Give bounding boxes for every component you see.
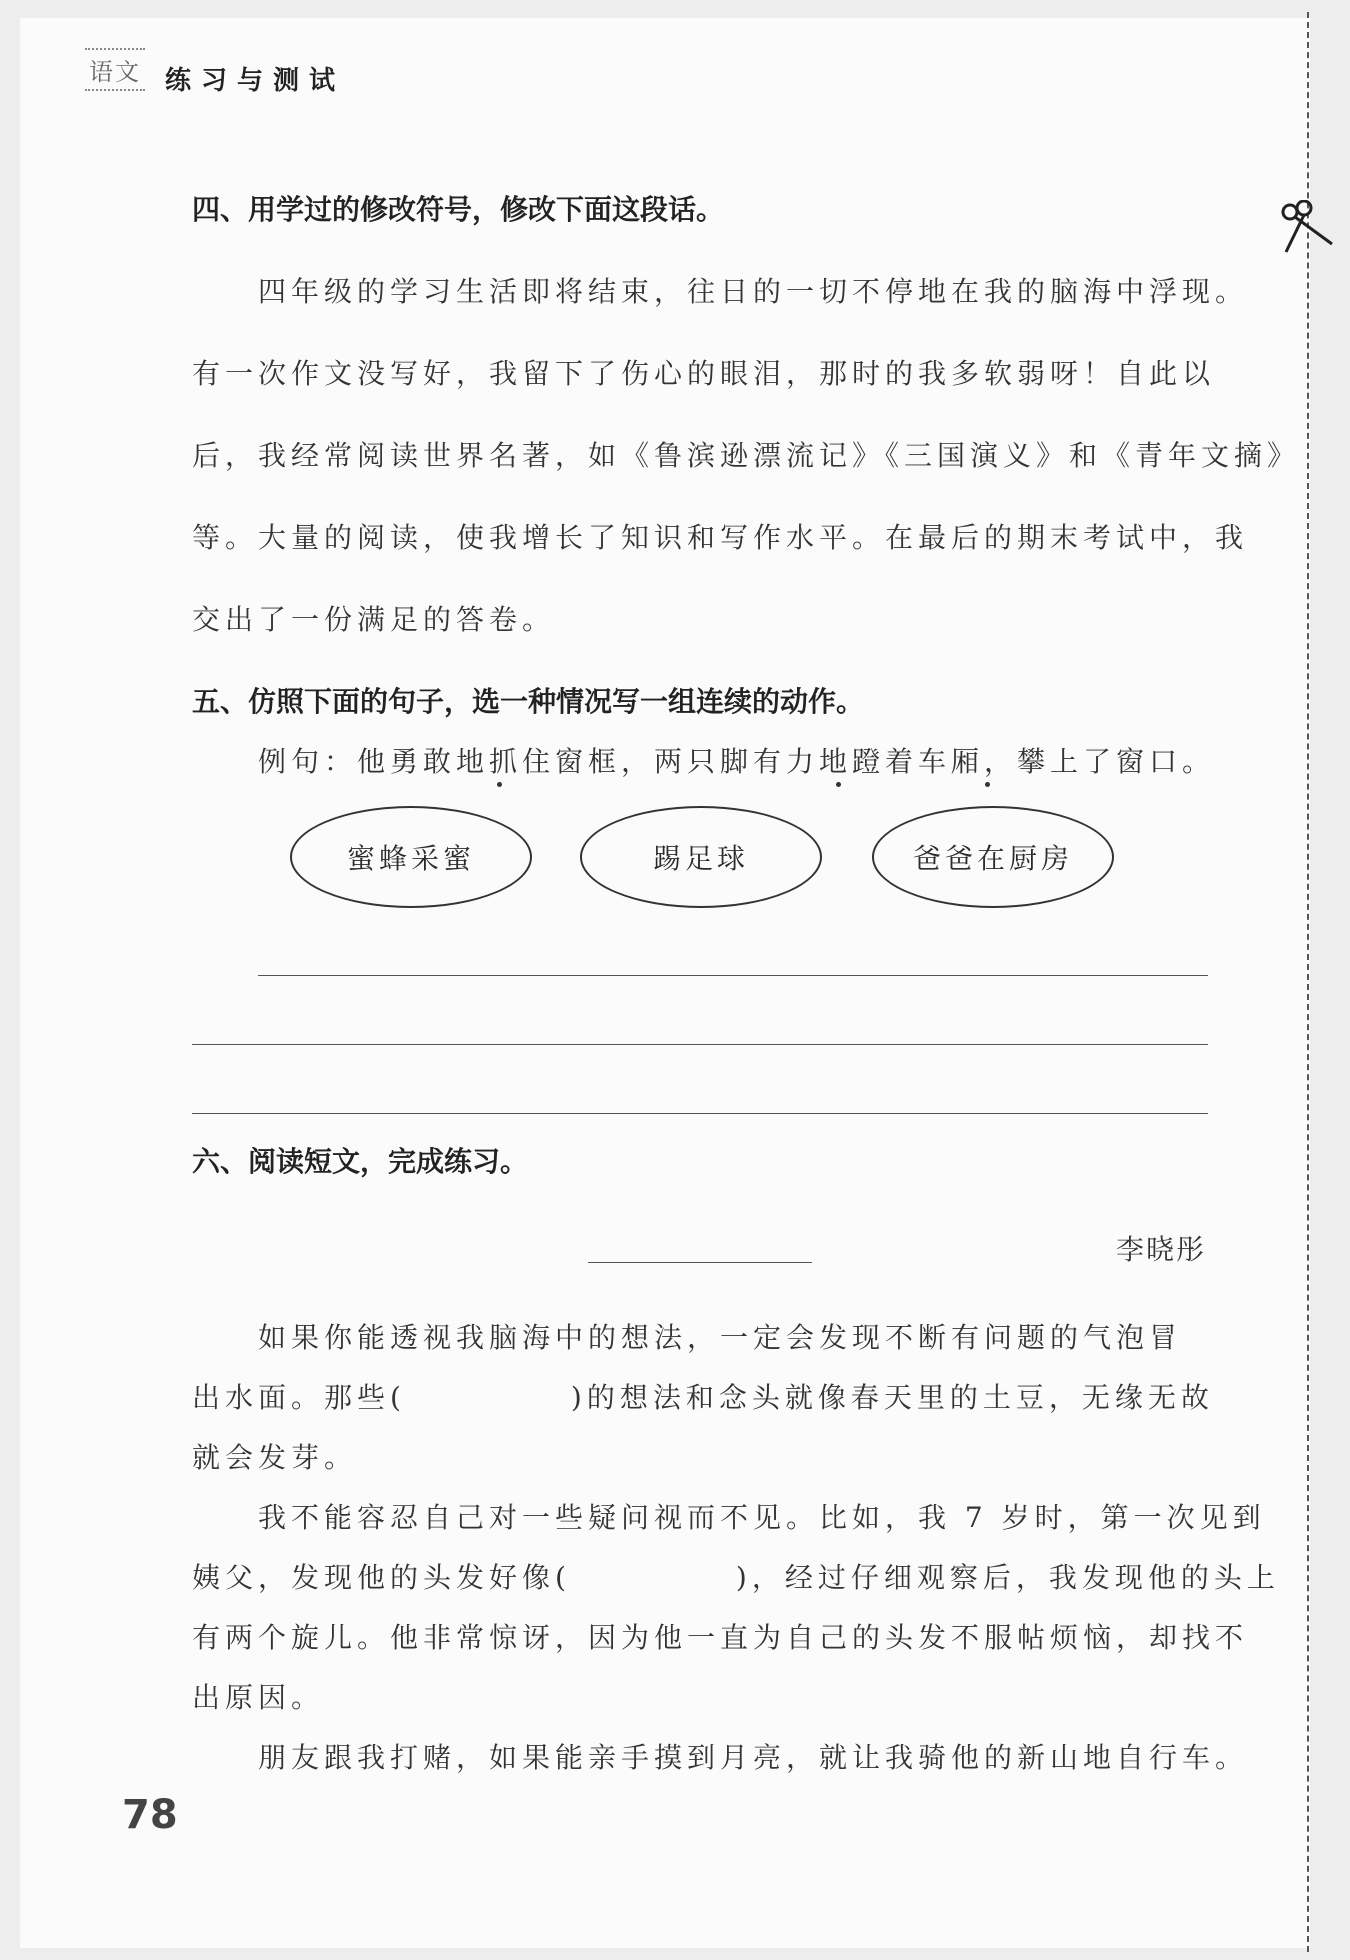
passage-line: 有两个旋儿。他非常惊讶，因为他一直为自己的头发不服帖烦恼，却找不 — [192, 1621, 1249, 1654]
passage-line: 出原因。 — [192, 1681, 325, 1714]
section4-line: 交出了一份满足的答卷。 — [192, 603, 556, 636]
writing-line[interactable] — [258, 975, 1208, 976]
section5-title: 五、仿照下面的句子，选一种情况写一组连续的动作。 — [192, 685, 865, 718]
section6-title: 六、阅读短文，完成练习。 — [192, 1145, 529, 1178]
page-number: 78 — [122, 1792, 178, 1838]
header-subject: 语文 — [85, 48, 145, 91]
writing-line[interactable] — [192, 1113, 1208, 1114]
emphasis-dot — [985, 782, 990, 787]
section4-line: 等。大量的阅读，使我增长了知识和写作水平。在最后的期末考试中，我 — [192, 521, 1249, 554]
emphasis-dot — [497, 782, 502, 787]
passage-line: 如果你能透视我脑海中的想法，一定会发现不断有问题的气泡冒 — [258, 1321, 1183, 1354]
section4-line: 四年级的学习生活即将结束，往日的一切不停地在我的脑海中浮现。 — [258, 275, 1249, 308]
passage-line: 我不能容忍自己对一些疑问视而不见。比如，我 7 岁时，第一次见到 — [258, 1501, 1266, 1534]
passage-line: 姨父，发现他的头发好像( )，经过仔细观察后，我发现他的头上 — [192, 1561, 1280, 1594]
scissors-icon — [1280, 200, 1336, 256]
cut-line — [1307, 12, 1309, 1952]
passage-line: 出水面。那些( )的想法和念头就像春天里的土豆，无缘无故 — [192, 1381, 1214, 1414]
author: 李晓彤 — [1116, 1233, 1207, 1266]
title-blank-line[interactable] — [588, 1262, 812, 1263]
writing-line[interactable] — [192, 1044, 1208, 1045]
option-oval-kitchen: 爸爸在厨房 — [872, 806, 1114, 908]
section4-line: 有一次作文没写好，我留下了伤心的眼泪，那时的我多软弱呀！自此以 — [192, 357, 1216, 390]
option-oval-football: 踢足球 — [580, 806, 822, 908]
header-book-title: 练习与测试 — [165, 66, 346, 96]
option-oval-bee: 蜜蜂采蜜 — [290, 806, 532, 908]
section4-title: 四、用学过的修改符号，修改下面这段话。 — [192, 193, 725, 226]
passage-line: 就会发芽。 — [192, 1441, 358, 1474]
passage-line: 朋友跟我打赌，如果能亲手摸到月亮，就让我骑他的新山地自行车。 — [258, 1741, 1249, 1774]
example-sentence: 例句：他勇敢地抓住窗框，两只脚有力地蹬着车厢，攀上了窗口。 — [258, 745, 1216, 778]
emphasis-dot — [836, 782, 841, 787]
section4-line: 后，我经常阅读世界名著，如《鲁滨逊漂流记》《三国演义》和《青年文摘》 — [192, 439, 1301, 472]
